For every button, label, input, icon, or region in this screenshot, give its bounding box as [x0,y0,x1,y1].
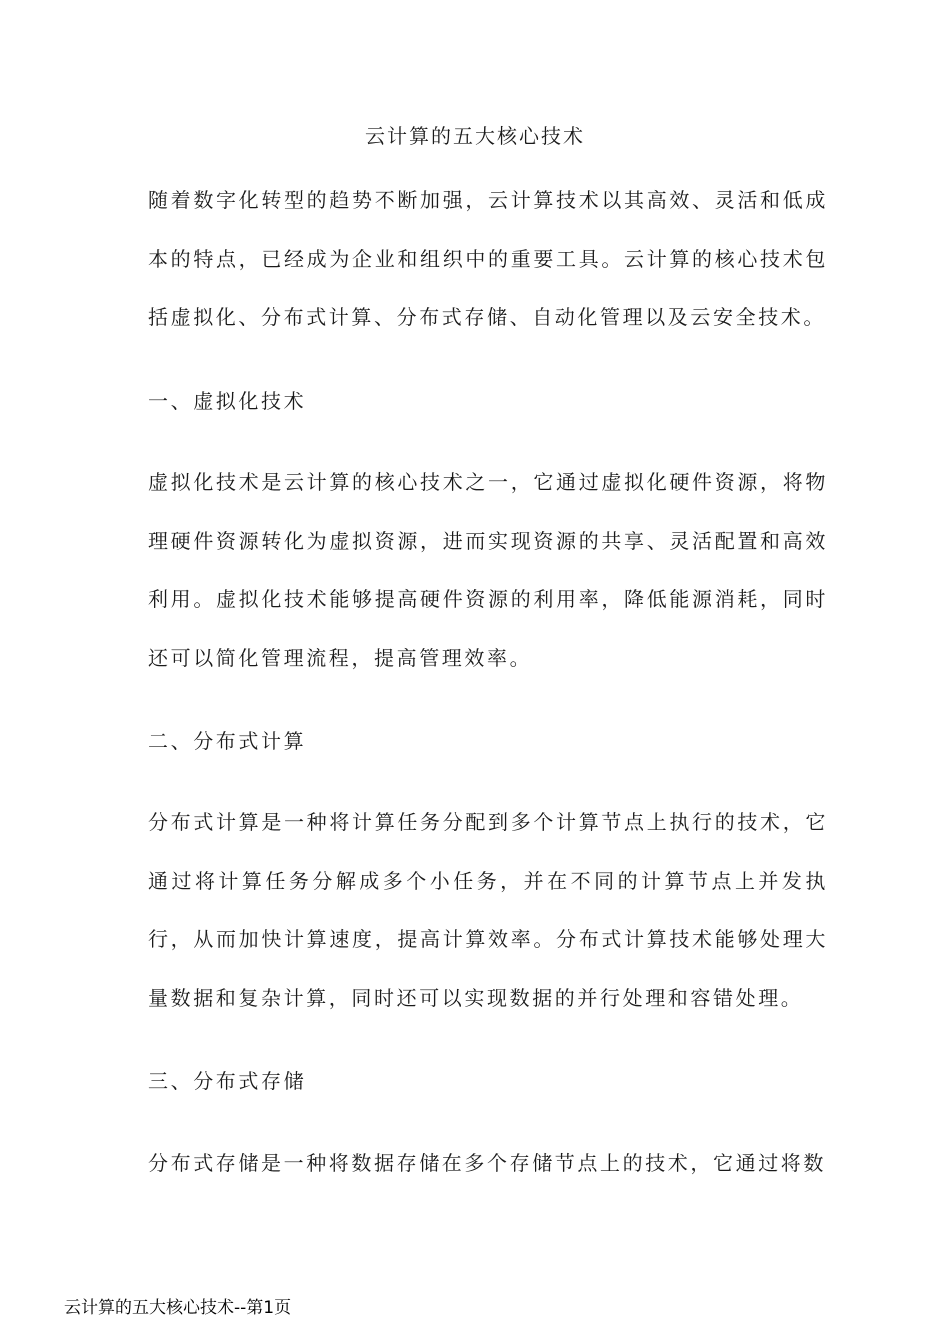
section-heading-virtualization: 一、虚拟化技术 [148,389,307,413]
intro-paragraph: 随着数字化转型的趋势不断加强，云计算技术以其高效、灵活和低成本的特点，已经成为企业和组织中的重要工具。云计算的核心技术包括虚拟化、分布式计算、分布式存储、自动化管理以及云安全技术。 [148,188,828,329]
page-footer: 云计算的五大核心技术--第1页 [64,1298,292,1318]
section-body-virtualization: 虚拟化技术是云计算的核心技术之一，它通过虚拟化硬件资源，将物理硬件资源转化为虚拟资源，进而实现资源的共享、灵活配置和高效利用。虚拟化技术能够提高硬件资源的利用率，降低能源消耗，同时还可以简化管理流程，提高管理效率。 [148,470,828,670]
section-body-distributed-computing: 分布式计算是一种将计算任务分配到多个计算节点上执行的技术，它通过将计算任务分解成多个小任务，并在不同的计算节点上并发执行，从而加快计算速度，提高计算效率。分布式计算技术能够处理大量数据和复杂计算，同时还可以实现数据的并行处理和容错处理。 [148,810,828,1010]
section-heading-distributed-storage: 三、分布式存储 [148,1069,307,1093]
section-heading-distributed-computing: 二、分布式计算 [148,729,307,753]
document-title: 云计算的五大核心技术 [365,124,585,148]
section-body-distributed-storage: 分布式存储是一种将数据存储在多个存储节点上的技术，它通过将数 [148,1151,826,1175]
